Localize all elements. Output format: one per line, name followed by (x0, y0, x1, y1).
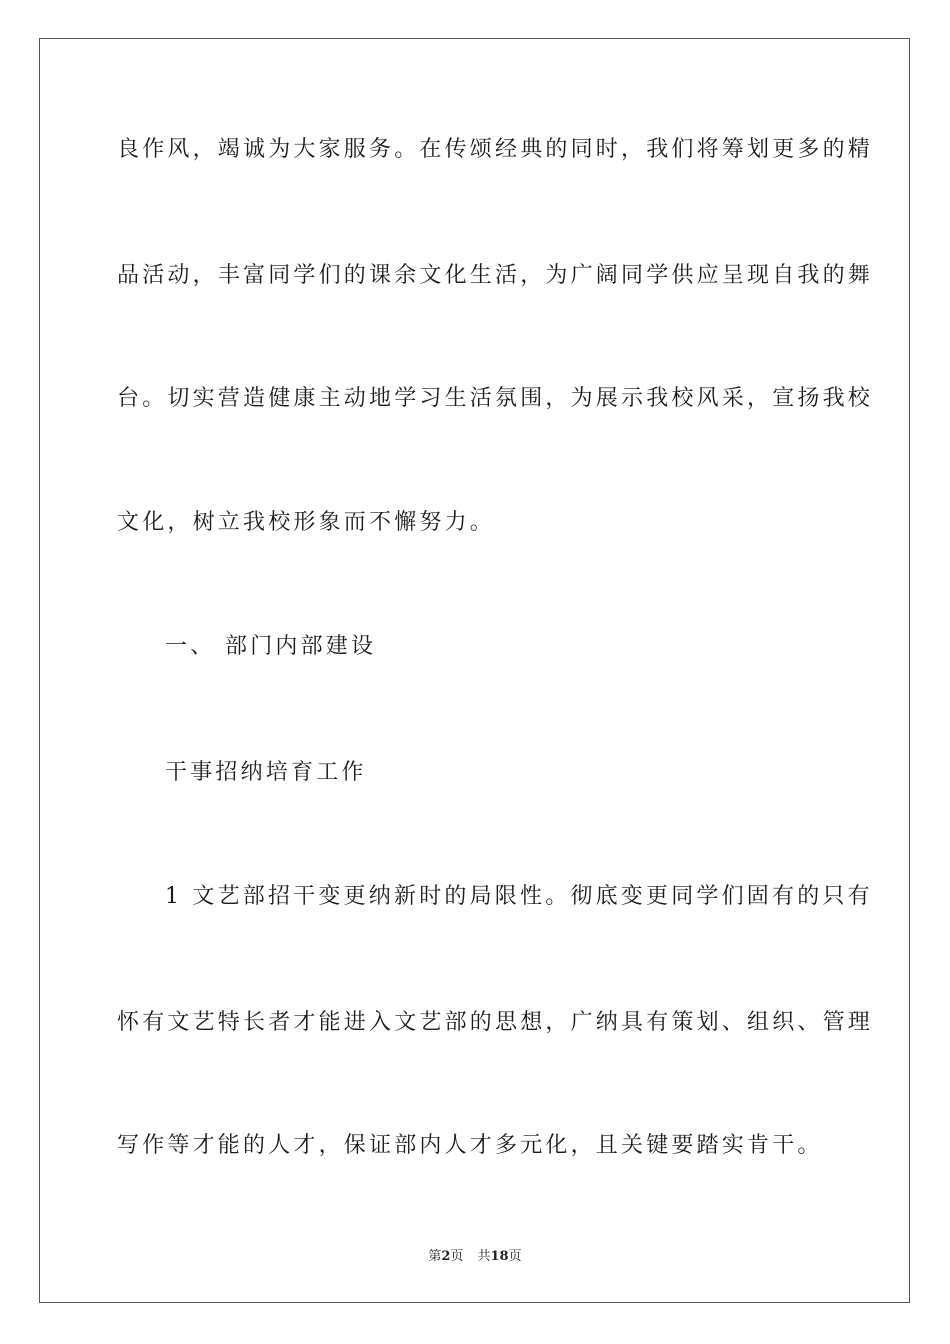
paragraph-line-3: 台。切实营造健康主动地学习生活氛围，为展示我校风采，宣扬我校 (117, 386, 874, 411)
footer-page-prefix: 第 (428, 1249, 442, 1264)
footer-total-pages: 18 (490, 1249, 509, 1264)
footer-total-prefix: 共 (477, 1249, 491, 1264)
body-line-2: 怀有文艺特长者才能进入文艺部的思想，广纳具有策划、组织、管理 (117, 1010, 874, 1035)
footer-page-number: 2 (441, 1249, 451, 1264)
paragraph-line-4: 文化，树立我校形象而不懈努力。 (117, 510, 496, 535)
section-heading (165, 632, 376, 662)
body-line-3: 写作等才能的人才，保证部内人才多元化，且关键要踏实肯干。 (117, 1133, 823, 1158)
body-line-1: 1 文艺部招干变更纳新时的局限性。彻底变更同学们固有的只有 (165, 884, 873, 909)
footer-total-suffix: 页 (508, 1249, 522, 1264)
subheading: 干事招纳培育工作 (165, 760, 367, 785)
paragraph-line-2: 品活动，丰富同学们的课余文化生活，为广阔同学供应呈现自我的舞 (117, 263, 874, 288)
section-heading-text: 部门内部建设 (225, 634, 377, 659)
page-border (39, 38, 910, 1303)
paragraph-line-1: 良作风，竭诚为大家服务。在传颂经典的同时，我们将筹划更多的精 (117, 137, 874, 162)
page-footer (0, 1248, 950, 1266)
footer-page-suffix: 页 (450, 1249, 464, 1264)
section-heading-number: 一、 (165, 634, 216, 659)
